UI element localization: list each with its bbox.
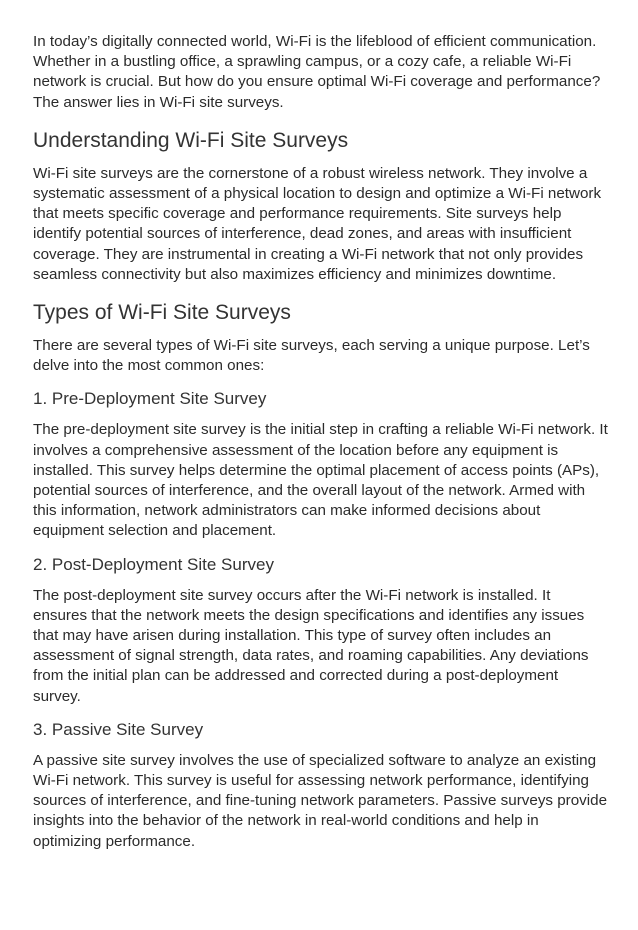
- intro-paragraph: In today’s digitally connected world, Wi-Fi is the lifeblood of efficient communication. Whether in a bustling office, a sprawling campus, or a cozy cafe, a reliable Wi-Fi network is crucial. But how do you ensure optimal Wi-Fi coverage and performance? The answer lies in Wi-Fi site surveys.: [33, 33, 601, 111]
- section-heading-understanding: Understanding Wi-Fi Site Surveys: [33, 128, 349, 152]
- section-body-understanding: Wi-Fi site surveys are the cornerstone of a robust wireless network. They involve a systematic assessment of a physical location to design and optimize a Wi-Fi network that meets specific coverage and performance requirements. Site surveys help identify potential sources of interference, dead zones, and areas with insufficient coverage. They are instrumental in creating a Wi-Fi network that not only provides seamless connectivity but also maximizes efficiency and minimizes downtime.: [33, 164, 602, 283]
- subsection-body-post-deployment: The post-deployment site survey occurs after the Wi-Fi network is installed. It ensures that the network meets the design specifications and identifies any issues that may have arisen during installation. This type of survey often includes an assessment of signal strength, data rates, and roaming capabilities. Any deviations from the initial plan can be addressed and corrected during a post-deployment survey.: [33, 586, 589, 705]
- subsection-body-passive: A passive site survey involves the use of specialized software to analyze an existing Wi-Fi network. This survey is useful for assessing network performance, identifying sources of interference, and fine-tuning network parameters. Passive surveys provide insights into the behavior of the network in real-world conditions and help in optimizing performance.: [33, 751, 608, 850]
- subsection-heading-passive: 3. Passive Site Survey: [33, 719, 204, 739]
- section-heading-types: Types of Wi-Fi Site Surveys: [33, 301, 291, 325]
- section-body-types: There are several types of Wi-Fi site surveys, each serving a unique purpose. Let’s delve into the most common ones:: [33, 337, 590, 375]
- subsection-body-pre-deployment: The pre-deployment site survey is the initial step in crafting a reliable Wi-Fi network. It involves a comprehensive assessment of the location before any equipment is installed. This survey helps determine the optimal placement of access points (APs), potential sources of interference, and the overall layout of the network. Armed with this information, network administrators can make informed decisions about equipment selection and placement.: [33, 421, 608, 540]
- subsection-heading-pre-deployment: 1. Pre-Deployment Site Survey: [33, 389, 267, 409]
- subsection-heading-post-deployment: 2. Post-Deployment Site Survey: [33, 554, 274, 574]
